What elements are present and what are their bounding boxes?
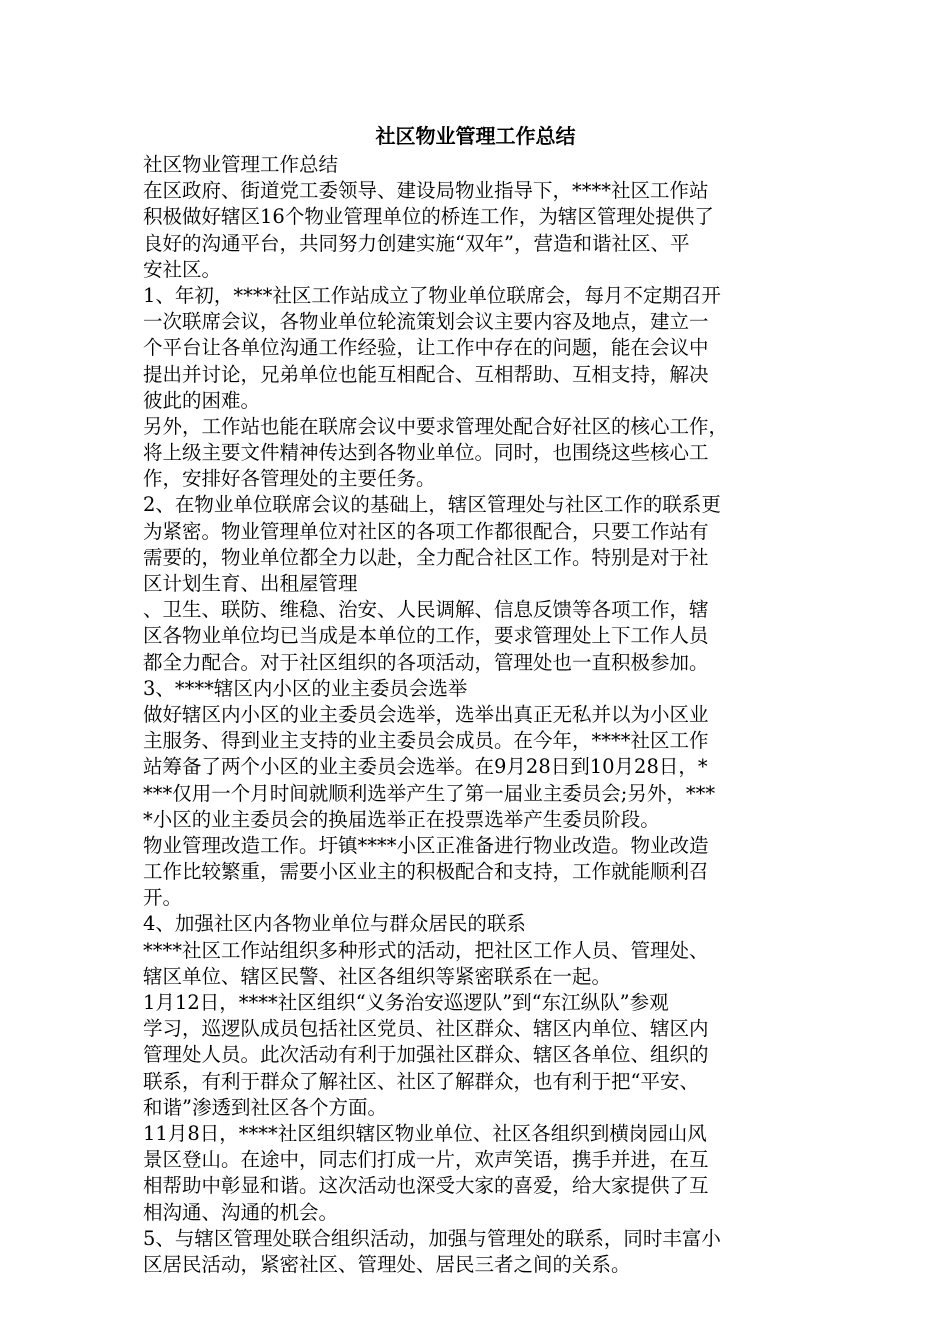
text-line: 做好辖区内小区的业主委员会选举，选举出真正无私并以为小区业 bbox=[143, 702, 709, 726]
document-page bbox=[143, 120, 808, 1278]
document-title: 社区物业管理工作总结 bbox=[375, 124, 576, 148]
text-line: 良好的沟通平台，共同努力创建实施“双年”，营造和谐社区、平 bbox=[143, 231, 690, 255]
text-line: 积极做好辖区16个物业管理单位的桥连工作，为辖区管理处提供了 bbox=[143, 205, 714, 229]
text-line: 5、与辖区管理处联合组织活动，加强与管理处的联系，同时丰富小 bbox=[143, 1226, 721, 1250]
text-line: 作，安排好各管理处的主要任务。 bbox=[143, 467, 436, 491]
paragraph bbox=[143, 938, 808, 990]
paragraph bbox=[143, 911, 808, 937]
text-line: 安社区。 bbox=[143, 257, 222, 281]
text-line: 为紧密。物业管理单位对社区的各项工作都很配合，只要工作站有 bbox=[143, 519, 709, 543]
text-line: 开。 bbox=[143, 886, 183, 910]
paragraph bbox=[143, 597, 808, 676]
text-line: 提出并讨论，兄弟单位也能互相配合、互相帮助、互相支持，解决 bbox=[143, 362, 709, 386]
text-line: 物业管理改造工作。圩镇****小区正准备进行物业改造。物业改造 bbox=[143, 833, 709, 857]
text-line: ***仅用一个月时间就顺利选举产生了第一届业主委员会;另外，*** bbox=[143, 781, 716, 805]
paragraph bbox=[143, 702, 808, 833]
text-line: *小区的业主委员会的换届选举正在投票选举产生委员阶段。 bbox=[143, 807, 660, 831]
text-line: 另外，工作站也能在联席会议中要求管理处配合好社区的核心工作， bbox=[143, 414, 729, 438]
text-line: 主服务、得到业主支持的业主委员会成员。在今年，****社区工作 bbox=[143, 729, 709, 753]
text-line: 个平台让各单位沟通工作经验，让工作中存在的问题，能在会议中 bbox=[143, 336, 709, 360]
text-line: 1月12日，****社区组织“义务治安巡逻队”到“东江纵队”参观 bbox=[143, 991, 669, 1014]
text-line: 区各物业单位均已当成是本单位的工作，要求管理处上下工作人员 bbox=[143, 624, 709, 648]
text-line: 11月8日，****社区组织辖区物业单位、社区各组织到横岗园山风 bbox=[143, 1121, 707, 1145]
text-line: 管理处人员。此次活动有利于加强社区群众、辖区各单位、组织的 bbox=[143, 1043, 709, 1067]
text-line: 和谐”渗透到社区各个方面。 bbox=[143, 1095, 387, 1119]
text-line: 区计划生育、出租屋管理 bbox=[143, 572, 358, 595]
text-line: 2、在物业单位联席会议的基础上，辖区管理处与社区工作的联系更 bbox=[143, 493, 721, 517]
paragraph bbox=[143, 833, 808, 912]
text-line: ****社区工作站组织多种形式的活动，把社区工作人员、管理处、 bbox=[143, 938, 709, 962]
paragraph bbox=[143, 1226, 808, 1278]
text-line: 4、加强社区内各物业单位与群众居民的联系 bbox=[143, 912, 526, 936]
text-line: 联系，有利于群众了解社区、社区了解群众，也有利于把“平安、 bbox=[143, 1069, 699, 1093]
paragraph bbox=[143, 152, 808, 178]
paragraph bbox=[143, 676, 808, 702]
text-line: 社区物业管理工作总结 bbox=[143, 153, 339, 176]
paragraph bbox=[143, 492, 808, 597]
text-line: 辖区单位、辖区民警、社区各组织等紧密联系在一起。 bbox=[143, 964, 612, 988]
text-line: 都全力配合。对于社区组织的各项活动，管理处也一直积极参加。 bbox=[143, 650, 709, 674]
paragraph bbox=[143, 178, 808, 283]
text-line: 一次联席会议，各物业单位轮流策划会议主要内容及地点，建立一 bbox=[143, 310, 709, 334]
text-line: 1、年初，****社区工作站成立了物业单位联席会，每月不定期召开 bbox=[143, 283, 721, 307]
document-body bbox=[143, 152, 808, 1278]
text-line: 景区登山。在途中，同志们打成一片，欢声笑语，携手并进，在互 bbox=[143, 1148, 709, 1172]
text-line: 学习，巡逻队成员包括社区党员、社区群众、辖区内单位、辖区内 bbox=[143, 1017, 709, 1041]
text-line: 工作比较繁重，需要小区业主的积极配合和支持，工作就能顺利召 bbox=[143, 860, 709, 884]
paragraph bbox=[143, 414, 808, 493]
text-line: 、卫生、联防、维稳、治安、人民调解、信息反馈等各项工作，辖 bbox=[143, 598, 709, 622]
text-line: 在区政府、街道党工委领导、建设局物业指导下，****社区工作站 bbox=[143, 179, 709, 203]
text-line: 相帮助中彰显和谐。这次活动也深受大家的喜爱，给大家提供了互 bbox=[143, 1174, 709, 1198]
text-line: 3、****辖区内小区的业主委员会选举 bbox=[143, 676, 468, 700]
text-line: 相沟通、沟通的机会。 bbox=[143, 1200, 339, 1224]
text-line: 区居民活动，紧密社区、管理处、居民三者之间的关系。 bbox=[143, 1252, 631, 1276]
paragraph bbox=[143, 990, 808, 1121]
text-line: 站筹备了两个小区的业主委员会选举。在9月28日到10月28日，* bbox=[143, 755, 708, 779]
paragraph bbox=[143, 1121, 808, 1226]
text-line: 彼此的困难。 bbox=[143, 388, 261, 412]
paragraph bbox=[143, 283, 808, 414]
text-line: 需要的，物业单位都全力以赴，全力配合社区工作。特别是对于社 bbox=[143, 545, 709, 569]
text-line: 将上级主要文件精神传达到各物业单位。同时，也围绕这些核心工 bbox=[143, 441, 709, 465]
